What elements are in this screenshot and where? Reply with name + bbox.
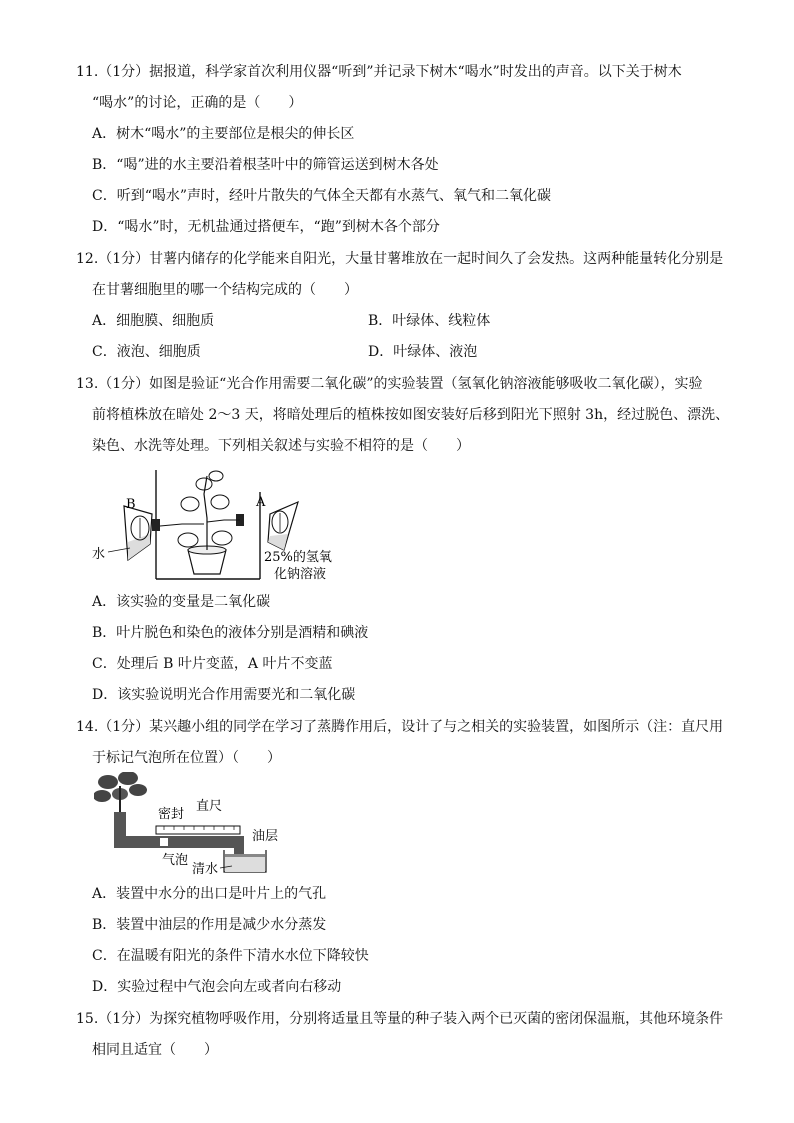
question-12-stem-line-1: 12.（1分）甘薯内储存的化学能来自阳光，大量甘薯堆放在一起时间久了会发热。这两种能量转化分别是 <box>76 251 724 267</box>
question-13-stem-line-3: 染色、水洗等处理。下列相关叙述与实验不相符的是（ ） <box>92 438 470 454</box>
naoh-label-line-2: 化钠溶液 <box>274 567 327 582</box>
photosynthesis-co2-apparatus-figure <box>92 462 362 584</box>
question-13-stem-line-1: 13.（1分）如图是验证“光合作用需要二氧化碳”的实验装置（氢氧化钠溶液能够吸收二氧化碳），实验 <box>76 376 703 392</box>
question-14-stem-line-1: 14.（1分）某兴趣小组的同学在学习了蒸腾作用后，设计了与之相关的实验装置，如图所示（注：直尺用 <box>76 719 724 735</box>
seal-label: 密封 <box>158 807 185 822</box>
question-12-option-b[interactable]: B．叶绿体、线粒体 <box>368 313 491 329</box>
transpiration-apparatus-figure <box>94 772 284 878</box>
water-label: 水 <box>92 547 106 562</box>
question-14-option-b[interactable]: B．装置中油层的作用是减少水分蒸发 <box>92 917 327 933</box>
question-12-stem-line-2: 在甘薯细胞里的哪一个结构完成的（ ） <box>92 282 358 298</box>
question-11-option-b[interactable]: B．“喝”进的水主要沿着根茎叶中的筛管运送到树木各处 <box>92 157 439 173</box>
question-14-option-d[interactable]: D．实验过程中气泡会向左或者向右移动 <box>92 979 342 995</box>
question-12-option-c[interactable]: C．液泡、细胞质 <box>92 344 201 360</box>
question-12 <box>76 244 726 306</box>
question-11-option-d[interactable]: D．“喝水”时，无机盐通过搭便车，“跑”到树木各个部分 <box>92 219 440 235</box>
question-13-stem-line-2: 前将植株放在暗处 2～3 天，将暗处理后的植株按如图安装好后移到阳光下照射 3h，经过脱色、漂洗、 <box>92 407 730 423</box>
question-13-option-b[interactable]: B．叶片脱色和染色的液体分别是酒精和碘液 <box>92 625 369 641</box>
question-14-option-c[interactable]: C．在温暖有阳光的条件下清水水位下降较快 <box>92 948 369 964</box>
question-11-stem-line-2: “喝水”的讨论，正确的是（ ） <box>92 95 303 111</box>
question-15-stem-line-1: 15.（1分）为探究植物呼吸作用，分别将适量且等量的种子装入两个已灭菌的密闭保温瓶，其他环境条件 <box>76 1011 724 1027</box>
flask-a-label: A <box>256 495 266 510</box>
naoh-label-line-1: 25%的氢氧 <box>264 550 332 565</box>
question-11-stem-line-1: 11.（1分）据报道，科学家首次利用仪器“听到”并记录下树木“喝水”时发出的声音。以下关于树木 <box>76 64 682 80</box>
oil-layer-label: 油层 <box>252 829 279 844</box>
bubble-label: 气泡 <box>162 853 189 868</box>
question-14-stem-line-2: 于标记气泡所在位置）（ ） <box>92 750 281 766</box>
question-13 <box>76 369 730 462</box>
question-13-option-a[interactable]: A．该实验的变量是二氧化碳 <box>92 594 271 610</box>
ruler-label: 直尺 <box>196 799 223 814</box>
question-13-option-c[interactable]: C．处理后 B 叶片变蓝，A 叶片不变蓝 <box>92 656 333 672</box>
question-13-option-d[interactable]: D．该实验说明光合作用需要光和二氧化碳 <box>92 687 356 703</box>
question-11 <box>76 57 726 119</box>
question-14 <box>76 712 726 774</box>
question-11-option-c[interactable]: C．听到“喝水”声时，经叶片散失的气体全天都有水蒸气、氧气和二氧化碳 <box>92 188 552 204</box>
question-12-option-a[interactable]: A．细胞膜、细胞质 <box>92 313 215 329</box>
question-11-option-a[interactable]: A．树木“喝水”的主要部位是根尖的伸长区 <box>92 126 355 142</box>
flask-b-label: B <box>126 497 136 512</box>
clear-water-label: 清水 <box>192 862 219 877</box>
question-12-option-d[interactable]: D．叶绿体、液泡 <box>368 344 478 360</box>
question-15-stem-line-2: 相同且适宜（ ） <box>92 1042 218 1058</box>
question-15 <box>76 1004 726 1066</box>
question-14-option-a[interactable]: A．装置中水分的出口是叶片上的气孔 <box>92 886 327 902</box>
